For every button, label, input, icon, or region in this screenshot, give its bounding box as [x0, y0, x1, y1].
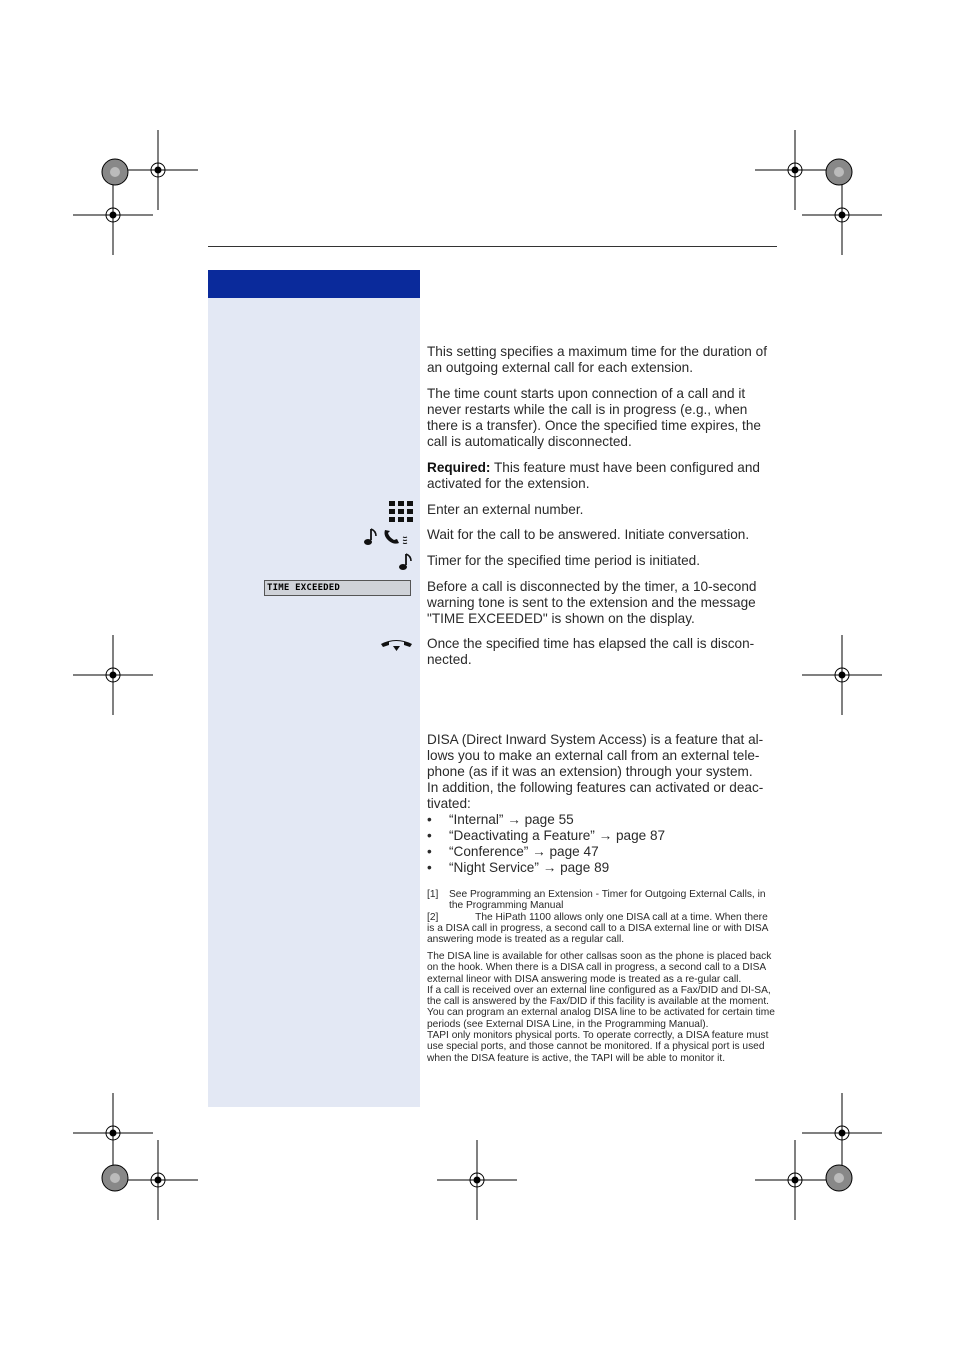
arrow-right-icon: → — [532, 844, 546, 859]
phone-display — [264, 580, 411, 596]
top-rule — [208, 246, 777, 247]
footnote-1: [1] See Programming an Extension - Timer for Outgoing External Calls, in the Programming Manual — [427, 889, 766, 912]
page-link[interactable]: page 89 — [560, 860, 610, 875]
list-item: • “Deactivating a Feature” → page 87 — [427, 828, 666, 843]
list-item: • “Conference” → page 47 — [427, 844, 599, 859]
required-label: Required: — [427, 460, 491, 475]
step-warning-tone: Before a call is disconnected by the timer, a 10-second warning tone is sent to the extension and the message "TIME EXCEEDED" is shown on the display. — [427, 579, 757, 626]
tone-handset-icon — [363, 527, 413, 547]
display-text: TIME EXCEEDED — [267, 583, 341, 593]
arrow-right-icon: → — [542, 860, 557, 875]
footnote-2: [2] The HiPath 1100 allows only one DISA call at a time. When there is a DISA call in progress, a second call to a DISA external line or with DISA answering mode is treated as a regular call. — [427, 911, 768, 946]
timer-required — [427, 460, 779, 492]
timer-time-count: The time count starts upon connection of a call and it never restarts while the call is in progress (e.g., when there is a transfer). Once the specified time expires, the call is automatically disconnected. — [427, 386, 761, 449]
arrow-right-icon: → — [507, 812, 521, 827]
sidebar-header-bar — [208, 270, 420, 298]
required-text: This feature must have been configured and activated for the extension. — [427, 460, 760, 491]
note-2: If a call is received over an external line configured as a Fax/DID and DI-SA, the call is answered by the Fax/DID if this facility is available at the moment. — [427, 984, 771, 1008]
sidebar-panel — [208, 270, 420, 1107]
note-4: TAPI only monitors physical ports. To operate correctly, a DISA feature must use special ports, and those cannot be monitored. If a physical port is used when the DISA feature is active, the TAPI will be able to monitor it. — [427, 1030, 769, 1064]
disa-feature-list — [427, 812, 779, 876]
step-timer-initiated: Timer for the specified time period is initiated. — [427, 553, 700, 568]
disa-intro: DISA (Direct Inward System Access) is a feature that al-lows you to make an external call from an external tele-phone (as if it was an extension) through your system. In addition, the following features can activated or deac-tivated: • “Internal” → page 55 • “Deactivating a Feature” → page 87 • “Conference” → page 47 • “Night Service” → page 89 — [427, 732, 779, 876]
disa-notes — [427, 951, 777, 1064]
list-item: • “Night Service” → page 89 — [427, 860, 610, 875]
hang-up-icon — [380, 638, 413, 652]
footnotes — [427, 889, 777, 945]
step-wait-answer: Wait for the call to be answered. Initiate conversation. — [427, 527, 750, 542]
disa-features-intro: In addition, the following features can activated or deac-tivated: — [427, 780, 764, 811]
step-disconnected: Once the specified time has elapsed the call is discon-nected. — [427, 636, 755, 667]
arrow-right-icon: → — [598, 828, 613, 843]
timer-intro: This setting specifies a maximum time for the duration of an outgoing external call for each extension. — [427, 344, 767, 375]
note-3: You can program an external analog DISA line to be activated for certain time periods (see External DISA Line, in the Programming Manual). — [427, 1007, 775, 1030]
keypad-icon — [389, 501, 413, 523]
note-1: The DISA line is available for other callsas soon as the phone is placed back on the hook. When there is a DISA call in progress, a second call to a DISA external lineor with DISA answering mode is treated as a re-gular call. — [427, 951, 772, 985]
list-item: • “Internal” → page 55 — [427, 812, 574, 827]
page-link[interactable]: page 87 — [615, 828, 666, 843]
tone-icon — [398, 552, 414, 572]
step-enter-number: Enter an external number. — [427, 502, 584, 517]
page-link[interactable]: page 47 — [549, 844, 599, 859]
page-link[interactable]: page 55 — [524, 812, 574, 827]
